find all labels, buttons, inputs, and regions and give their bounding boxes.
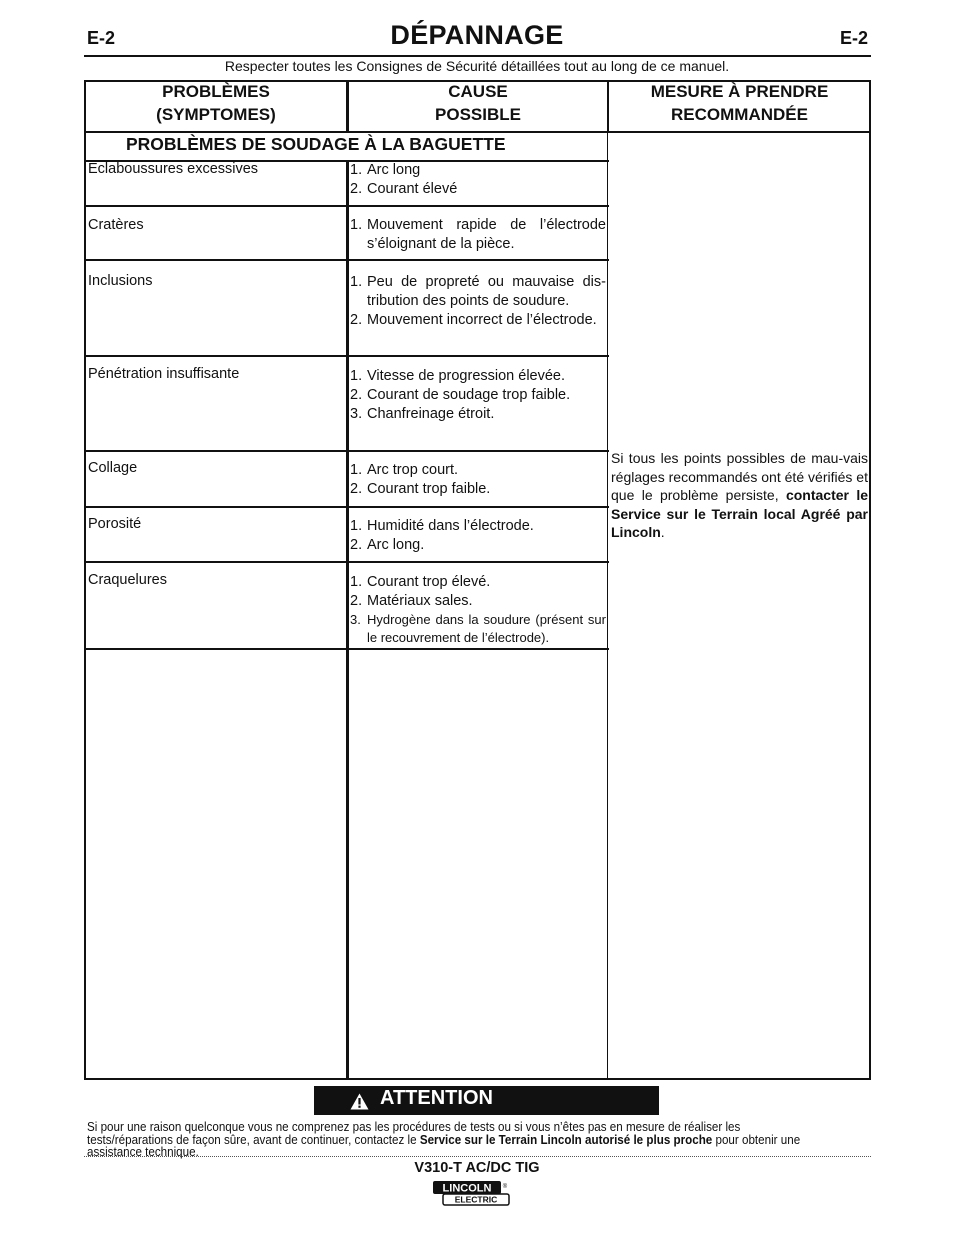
section-title: PROBLÈMES DE SOUDAGE À LA BAGUETTE [126,134,506,154]
safety-notice: Respecter toutes les Consignes de Sécurité détaillées tout au long de ce manuel. [224,58,730,74]
cause-item: 2. Arc long. [350,536,425,553]
cause-item: 1. Peu de propreté ou mauvaise dis-tribution des points de soudure. [350,274,606,309]
symptom-cell: Cratères [88,217,144,233]
symptom-cell: Porosité [88,516,142,532]
cause-cell [350,573,606,648]
cause-item: 2. Courant élevé [350,180,458,197]
cause-item: 3. Hydrogène dans la soudure (présent sur le recouvrement de l’électrode). [350,611,606,646]
row-separator [84,355,609,357]
header-action: MESURE À PRENDRE RECOMMANDÉE [650,82,829,124]
column-divider-1 [346,160,349,1080]
action-emphasis: contacter le Service sur le Terrain local Agréé par Lincoln [611,487,869,541]
footer-rule [84,1156,871,1157]
symptom-cell: Eclaboussures excessives [88,161,259,177]
header-rule [84,55,871,57]
attention-note: Si pour une raison quelconque vous ne comprenez pas les procédures de tests ou si vous n’êtes pas en mesure de réaliser les tests/réparations de façon sûre, avant de continuer, contactez le Service sur le Terrain Lincoln autorisé le plus proche pour obtenir une assistance technique. [87,1120,801,1159]
warning-icon [350,1093,369,1110]
cause-item: 2. Courant de soudage trop faible. [350,386,571,403]
model-name: V310-T AC/DC TIG [414,1160,540,1176]
row-separator [84,450,609,452]
cause-cell [350,517,606,555]
attention-label: ATTENTION [380,1087,493,1109]
logo-line1: LINCOLN [442,1182,492,1195]
column-divider-2 [607,132,608,1080]
cause-item: 1. Mouvement rapide de l’électrode s’éloignant de la pièce. [350,217,606,252]
row-separator [84,205,609,207]
cause-item: 1. Courant trop élevé. [350,574,491,590]
logo-mark: ® [502,1184,508,1190]
table-border-right [869,80,871,1080]
cause-item: 1. Arc long [350,162,421,178]
row-separator [84,648,609,650]
recommended-action: Si tous les points possibles de mau-vais réglages recommandés ont été vérifiés et que le problème persiste, contacter le Service sur le Terrain local Agréé par Lincoln. [611,450,869,541]
cause-item: 2. Mouvement incorrect de l’électrode. [350,311,597,328]
header-problem: PROBLÈMES (SYMPTOMES) [156,82,276,124]
row-separator [84,506,609,508]
cause-item: 2. Courant trop faible. [350,480,491,497]
cause-item: 2. Matériaux sales. [350,592,473,609]
header-bottom-line [84,131,871,133]
page-code-left: E-2 [87,28,116,48]
cause-item: 1. Vitesse de progression élevée. [350,368,566,384]
attention-banner [314,1086,659,1115]
page-code-right: E-2 [840,28,869,48]
cause-item: 1. Arc trop court. [350,462,459,478]
cause-cell [350,216,606,254]
cause-cell [350,367,606,423]
header-cause: CAUSE POSSIBLE [435,82,521,124]
logo-line2: ELECTRIC [454,1194,498,1205]
cause-cell [350,461,606,499]
symptom-cell: Pénétration insuffisante [88,366,240,382]
lincoln-electric-logo [432,1180,512,1208]
note-emphasis: Service sur le Terrain Lincoln autorisé le plus proche [419,1132,713,1147]
cause-item: 3. Chanfreinage étroit. [350,405,495,422]
cause-item: 1. Humidité dans l’électrode. [350,518,534,534]
row-separator [84,259,609,261]
cause-cell [350,161,606,199]
page-title: DÉPANNAGE [390,20,564,50]
symptom-cell: Craquelures [88,572,167,588]
symptom-cell: Collage [88,460,138,476]
cause-cell [350,273,606,329]
table-border-bottom [84,1078,871,1080]
table-border-left [84,80,86,1080]
symptom-cell: Inclusions [88,273,153,289]
row-separator [84,561,609,563]
